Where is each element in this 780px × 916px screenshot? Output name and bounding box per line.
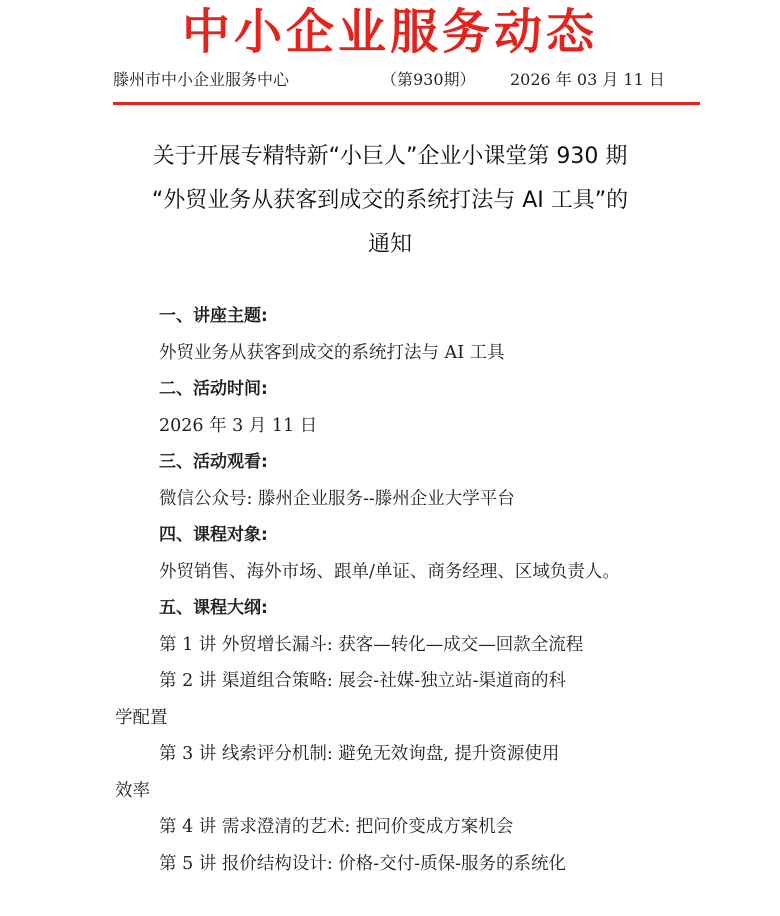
section-heading-topic: 一、讲座主题: [159, 306, 268, 326]
issue-number: （第930期） [381, 70, 476, 89]
lecture-3-line-1: 第 3 讲 线索评分机制: 避免无效询盘, 提升资源使用 [159, 744, 560, 764]
topic-text: 外贸业务从获客到成交的系统打法与 AI 工具 [159, 342, 505, 363]
notice-title-line-1: 关于开展专精特新“小巨人”企业小课堂第 930 期 [152, 144, 628, 169]
lecture-5: 第 5 讲 报价结构设计: 价格-交付-质保-服务的系统化 [159, 853, 567, 874]
time-text: 2026 年 3 月 11 日 [159, 415, 318, 436]
issuing-organization: 滕州市中小企业服务中心 [113, 70, 290, 89]
lecture-4: 第 4 讲 需求澄清的艺术: 把问价变成方案机会 [159, 817, 514, 837]
lecture-2-line-1: 第 2 讲 渠道组合策略: 展会-社媒-独立站-渠道商的科 [159, 671, 567, 691]
issue-line [113, 68, 673, 92]
masthead-title: 中小企业服务动态 [181, 4, 598, 60]
section-heading-outline: 五、课程大纲: [159, 598, 268, 618]
watch-text: 微信公众号: 滕州企业服务--滕州企业大学平台 [159, 488, 515, 509]
notice-title-line-2: “外贸业务从获客到成交的系统打法与 AI 工具”的 [151, 188, 629, 213]
notice-title [90, 135, 690, 267]
audience-text-content: 外贸销售、海外市场、跟单/单证、商务经理、区域负责人。 [159, 561, 620, 582]
notice-title-line-3: 通知 [367, 232, 412, 257]
audience-text [115, 554, 675, 591]
notice-body [115, 298, 675, 882]
lecture-3-line-2: 效率 [115, 780, 150, 801]
header-divider [113, 102, 700, 105]
section-heading-time: 二、活动时间: [159, 379, 268, 399]
lecture-1: 第 1 讲 外贸增长漏斗: 获客—转化—成交—回款全流程 [159, 634, 584, 655]
section-heading-watch: 三、活动观看: [159, 452, 268, 472]
lecture-2-line-2: 学配置 [115, 707, 168, 728]
section-heading-audience: 四、课程对象: [159, 525, 268, 545]
issue-date: 2026 年 03 月 11 日 [510, 70, 665, 89]
